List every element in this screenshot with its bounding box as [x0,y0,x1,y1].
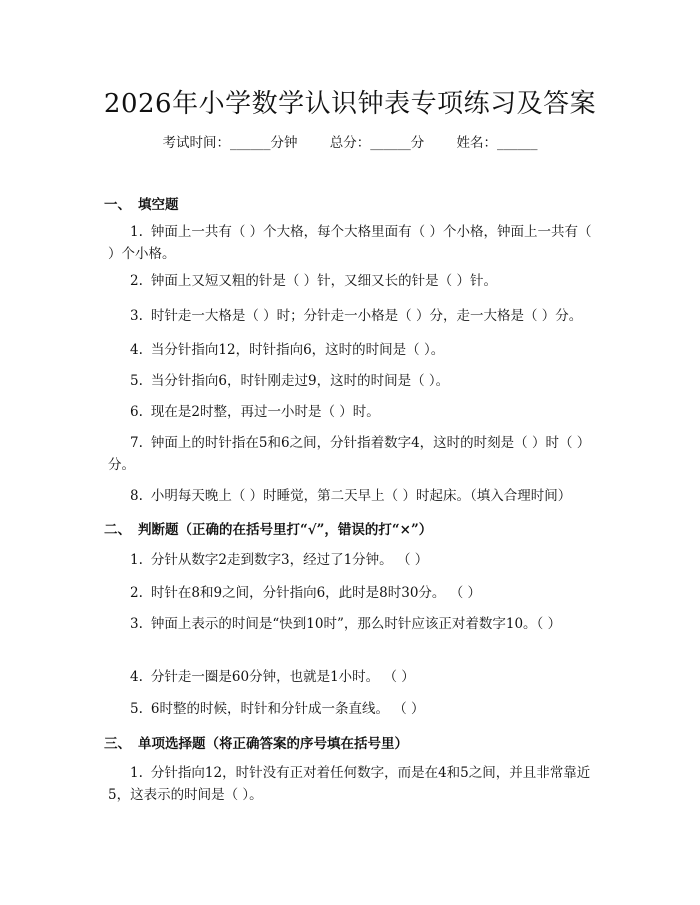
question-item [108,698,593,720]
question-text: 分针指向12，时针没有正对着任何数字，而是在4和5之间，并且非常靠近5，这表示的时间是（ ）。 [108,765,591,803]
question-text: 当分针指向6，时针刚走过9，这时的时间是（ ）。 [150,373,450,389]
question-text: 现在是2时整，再过一小时是（ ）时。 [150,404,380,420]
question-text: 当分针指向12，时针指向6，这时的时间是（ ）。 [150,342,445,358]
question-number: 5. [130,701,143,717]
question-item [108,401,593,423]
question-number: 1. [130,224,143,240]
question-number: 5. [130,373,143,389]
section-number: 一、 [104,197,131,213]
section-number: 二、 [104,522,131,538]
question-item [108,613,598,635]
question-item [108,432,598,476]
question-number: 2. [130,585,143,601]
question-item [108,485,593,507]
question-number: 3. [130,308,143,324]
question-number: 6. [130,404,143,420]
question-number: 1. [130,765,143,781]
question-number: 8. [130,488,143,504]
question-text: 钟面上的时针指在5和6之间，分针指着数字4，这时的时刻是（ ）时（ ）分。 [108,435,591,473]
question-item [108,582,593,604]
section-title: 判断题（正确的在括号里打“√”，错误的打“×”） [138,522,433,538]
question-number: 3. [130,616,143,632]
question-number: 2. [130,273,143,289]
question-text: 钟面上又短又粗的针是（ ）针，又细又长的针是（ ）针。 [150,273,497,289]
question-text: 分针走一圈是60分钟，也就是1小时。 （ ） [150,669,415,685]
exam-time: 考试时间：______分钟 [162,135,298,151]
section-title: 填空题 [138,197,179,213]
question-number: 4. [130,669,143,685]
exam-info [0,131,700,151]
section-heading-true-false [104,518,432,538]
question-text: 分针从数字2走到数字3，经过了1分钟。 （ ） [150,552,429,568]
question-text: 钟面上一共有（ ）个大格，每个大格里面有（ ）个小格，钟面上一共有（ ）个小格。 [108,224,592,262]
question-item [108,339,593,361]
question-item [108,221,598,265]
section-heading-multiple-choice [104,732,408,752]
question-text: 小明每天晚上（ ）时睡觉，第二天早上（ ）时起床。（填入合理时间） [150,488,572,504]
total-score: 总分：______分 [329,135,425,151]
section-number: 三、 [104,736,131,752]
question-item [108,270,593,292]
question-number: 7. [130,435,143,451]
question-item [108,370,593,392]
page-title: 2026年小学数学认识钟表专项练习及答案 [103,89,597,119]
question-text: 时针走一大格是（ ）时；分针走一小格是（ ）分，走一大格是（ ）分。 [150,308,583,324]
question-text: 6时整的时候，时针和分针成一条直线。 （ ） [150,701,425,717]
student-name: 姓名：______ [456,135,538,151]
question-text: 时针在8和9之间，分针指向6，此时是8时30分。 （ ） [150,585,482,601]
section-title: 单项选择题（将正确答案的序号填在括号里） [138,736,408,752]
question-text: 钟面上表示的时间是“快到10时”，那么时针应该正对着数字10。（ ） [150,616,562,632]
question-item [108,666,593,688]
question-item [108,762,598,806]
question-number: 1. [130,552,143,568]
question-item [108,305,593,327]
question-number: 4. [130,342,143,358]
section-heading-fill-in [104,193,179,213]
question-item [108,549,593,571]
